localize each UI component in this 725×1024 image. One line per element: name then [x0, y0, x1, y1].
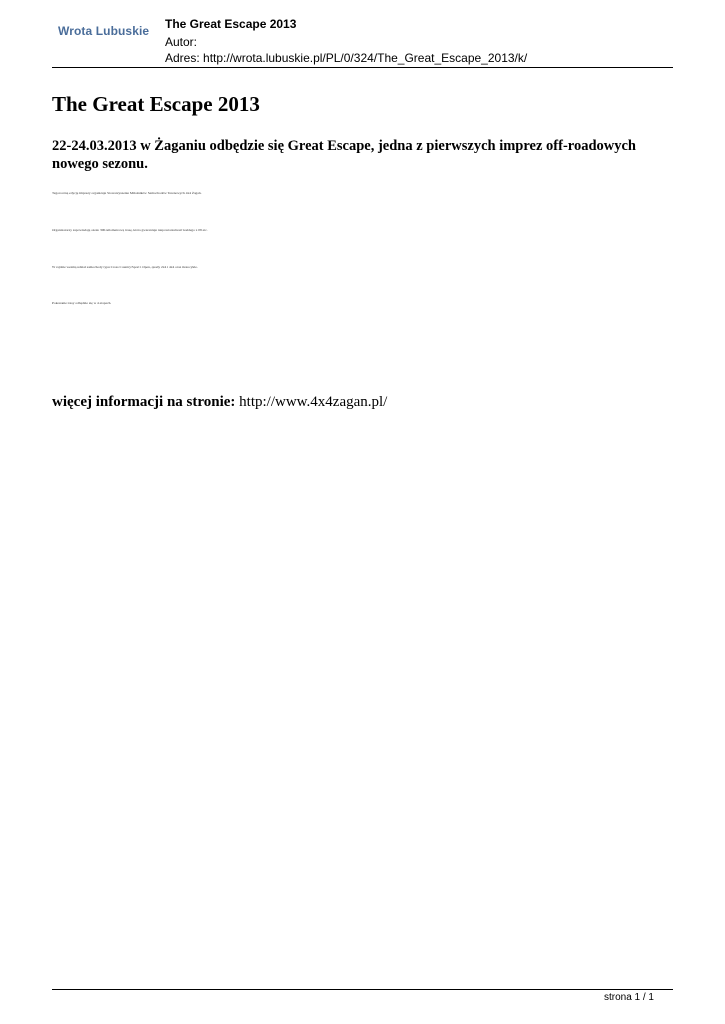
article-paragraph: Tegoroczną edycję imprezy organizuje Stowarzyszenie Miłośników Samochodów Terenowych 4x4 Żagań.: [52, 191, 202, 195]
article-paragraph: Organizatorzy zapowiadają około 300-kilometrową trasę, która gwarantuje niepowtarzalność każdego z 08 etc.: [52, 228, 208, 232]
article-paragraph: W rajdzie wezmą udział samochody typu Cross Country/Sport i Open, quady 2x4 i 4x4 oraz motocykle.: [52, 265, 198, 269]
page-number: strona 1 / 1: [603, 992, 654, 1003]
wrota-lubuskie-logo: Wrota Lubuskie: [58, 24, 150, 38]
more-info: [52, 394, 387, 411]
more-info-link[interactable]: http://www.4x4zagan.pl/: [239, 394, 388, 410]
header-title: The Great Escape 2013: [165, 17, 297, 31]
header-address: Adres: http://wrota.lubuskie.pl/PL/0/324/The_Great_Escape_2013/k/: [165, 51, 528, 65]
document-header: [52, 14, 673, 68]
article-paragraph: Pokonanie trasy odbędzie się w 4 etapach.: [52, 301, 112, 305]
more-info-label: więcej informacji na stronie:: [52, 394, 236, 410]
footer-divider: [52, 989, 673, 990]
header-divider: [52, 67, 673, 68]
article-lead: 22-24.03.2013 w Żaganiu odbędzie się Great Escape, jedna z pierwszych imprez off-roadowych nowego sezonu.: [52, 138, 636, 172]
header-author: Autor:: [165, 35, 198, 49]
article-title: The Great Escape 2013: [52, 92, 260, 116]
